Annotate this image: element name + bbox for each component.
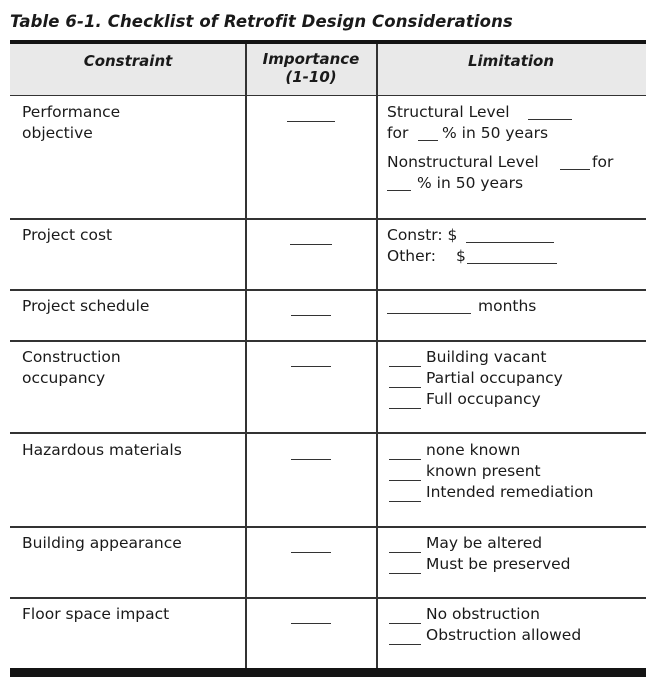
- constraint-line: occupancy: [22, 368, 106, 387]
- importance-blank[interactable]: [291, 623, 331, 624]
- header-importance-line1: Importance: [262, 50, 360, 68]
- header-importance: [246, 50, 376, 86]
- option-check-blank[interactable]: [389, 408, 421, 409]
- constr-label: Constr: $: [387, 226, 458, 244]
- nonstructural-level-label: Nonstructural Level: [387, 153, 539, 171]
- structural-level-blank[interactable]: [528, 119, 572, 120]
- option-check-blank[interactable]: [389, 552, 421, 553]
- importance-blank[interactable]: [290, 244, 332, 245]
- constraint-line: Construction: [22, 348, 121, 366]
- table-row-constraint: [22, 225, 112, 246]
- option-label: Building vacant: [426, 348, 547, 366]
- option-check-blank[interactable]: [389, 644, 421, 645]
- constraint-line: Hazardous materials: [22, 441, 182, 459]
- constraint-line: Building appearance: [22, 534, 182, 552]
- option-label: Intended remediation: [426, 483, 594, 501]
- structural-percent-blank[interactable]: [418, 140, 438, 141]
- for-label: for: [387, 124, 409, 142]
- constraint-line: Project cost: [22, 226, 113, 244]
- constraint-line: Project schedule: [22, 297, 150, 315]
- option-label: Must be preserved: [426, 555, 571, 573]
- constraint-line: Performance: [22, 103, 121, 121]
- importance-blank[interactable]: [291, 459, 331, 460]
- nonstructural-percent-blank[interactable]: [387, 190, 411, 191]
- for-label: for: [592, 153, 614, 171]
- constraint-line: objective: [22, 123, 93, 142]
- header-importance-line2: (1-10): [285, 68, 337, 86]
- table-row-constraint: [22, 533, 182, 554]
- column-divider-2: [376, 44, 378, 668]
- importance-blank[interactable]: [291, 366, 331, 367]
- importance-blank[interactable]: [291, 315, 331, 316]
- header-limitation: Limitation: [467, 52, 555, 70]
- option-check-blank[interactable]: [389, 459, 421, 460]
- percent-label: % in 50 years: [442, 124, 549, 142]
- table-row-constraint: [22, 102, 120, 143]
- constraint-line: Floor space impact: [22, 605, 170, 623]
- dollar-label: $: [456, 247, 466, 265]
- option-label: May be altered: [426, 534, 543, 552]
- table-row-constraint: [22, 347, 121, 388]
- row-divider: [10, 340, 646, 342]
- table-bottom-rule: [10, 668, 646, 677]
- option-label: Partial occupancy: [426, 369, 563, 387]
- table-row-constraint: [22, 604, 169, 625]
- table-row-constraint: [22, 440, 182, 461]
- row-divider: [10, 289, 646, 291]
- other-label: Other:: [387, 247, 436, 265]
- option-check-blank[interactable]: [389, 501, 421, 502]
- row-divider: [10, 597, 646, 599]
- option-check-blank[interactable]: [389, 366, 421, 367]
- months-label: months: [478, 297, 537, 315]
- row-divider: [10, 432, 646, 434]
- option-check-blank[interactable]: [389, 480, 421, 481]
- option-check-blank[interactable]: [389, 387, 421, 388]
- option-label: none known: [426, 441, 521, 459]
- percent-label: % in 50 years: [417, 174, 524, 192]
- option-label: Full occupancy: [426, 390, 541, 408]
- constr-cost-blank[interactable]: [466, 242, 554, 243]
- months-blank[interactable]: [387, 313, 471, 314]
- table-title: Table 6-1. Checklist of Retrofit Design Considerations: [10, 12, 513, 31]
- structural-level-label: Structural Level: [387, 103, 510, 121]
- table-row-constraint: [22, 296, 149, 317]
- importance-blank[interactable]: [291, 552, 331, 553]
- option-label: Obstruction allowed: [426, 626, 582, 644]
- row-divider: [10, 218, 646, 220]
- row-divider: [10, 526, 646, 528]
- option-check-blank[interactable]: [389, 623, 421, 624]
- nonstructural-level-blank[interactable]: [560, 169, 590, 170]
- header-constraint: Constraint: [83, 52, 173, 70]
- option-check-blank[interactable]: [389, 573, 421, 574]
- column-divider-1: [245, 44, 247, 668]
- option-label: No obstruction: [426, 605, 540, 623]
- other-cost-blank[interactable]: [467, 263, 557, 264]
- importance-blank[interactable]: [287, 121, 335, 122]
- table-header: [10, 44, 646, 96]
- option-label: known present: [426, 462, 541, 480]
